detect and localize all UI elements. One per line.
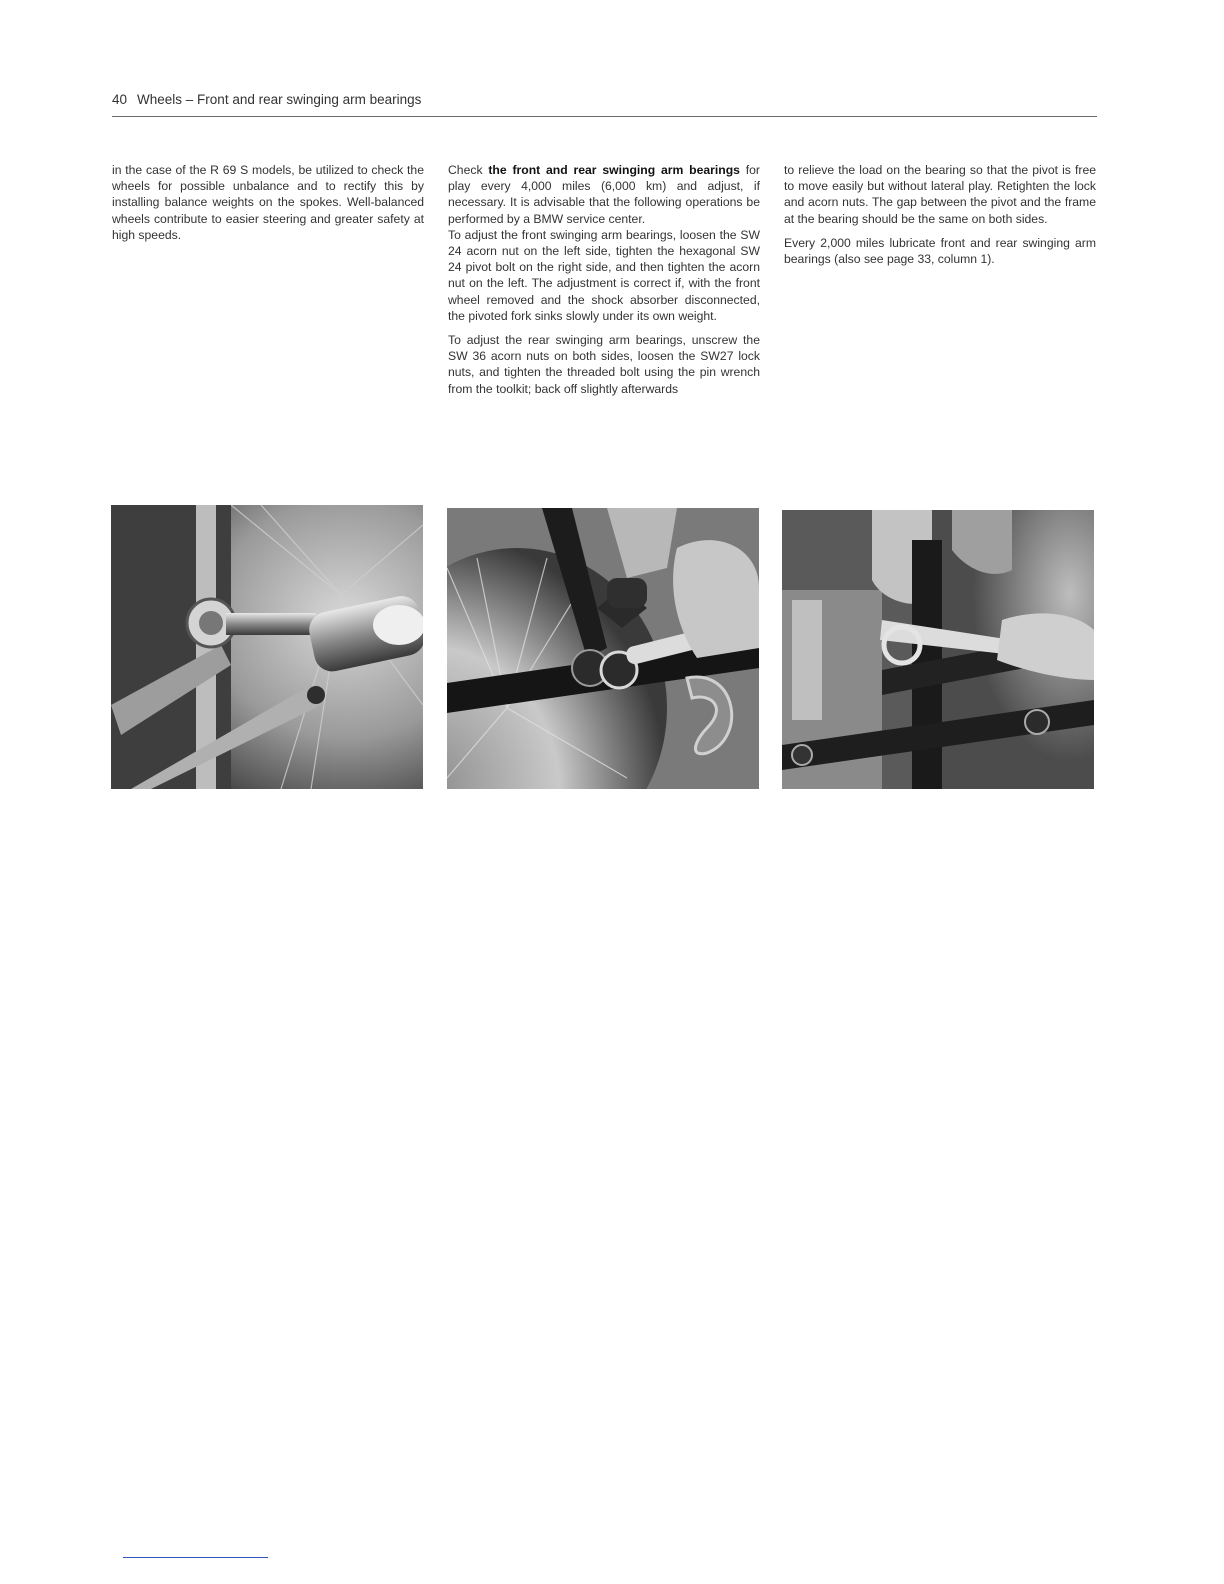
photo-front-pivot-wrench xyxy=(111,505,423,789)
paragraph-front-adjust: To adjust the front swinging arm bearings, loosen the SW 24 acorn nut on the left side, tighten the hexagonal SW 24 pivot bolt on the right side, and then tighten the acorn nut on the left. The adjustment is correct if, with the front wheel removed and the shock absorber disconnected, the pivoted fork sinks slowly under its own weight. xyxy=(448,227,760,323)
page-title: Wheels – Front and rear swinging arm bearings xyxy=(137,92,422,107)
text-column-2 xyxy=(448,162,760,405)
paragraph-intro: Check xyxy=(448,163,489,177)
page-header xyxy=(112,90,1097,117)
paragraph-continued: to relieve the load on the bearing so that the pivot is free to move easily but without lateral play. Retighten the lock and acorn nuts. The gap between the pivot and the frame at the bearing should be the same on both sides. xyxy=(784,163,1096,226)
paragraph-check xyxy=(448,162,760,227)
paragraph-rear-adjust: To adjust the rear swinging arm bearings, unscrew the SW 36 acorn nuts on both sides, loosen the SW27 lock nuts, and tighten the threaded bolt using the pin wrench from the toolkit; back off slightly afterwards xyxy=(448,333,760,396)
text-column-3 xyxy=(784,162,1096,275)
page-number: 40 xyxy=(112,92,128,107)
text-column-1 xyxy=(112,162,424,251)
footer-rule xyxy=(123,1557,268,1558)
photo-rear-pin-wrench xyxy=(782,510,1094,789)
photo-swinging-arm-bolt-wrench xyxy=(447,508,759,789)
bold-term: the front and rear swinging arm bearings xyxy=(488,163,740,177)
paragraph-rest: for play every 4,000 miles (6,000 km) and adjust, if necessary. It is advisable that the following operations be performed by a BMW service center. xyxy=(448,163,760,226)
paragraph-lubricate: Every 2,000 miles lubricate front and rear swinging arm bearings (also see page 33, column 1). xyxy=(784,235,1096,267)
paragraph: in the case of the R 69 S models, be utilized to check the wheels for possible unbalance and to rectify this by installing balance weights on the spokes. Well-balanced wheels contribute to easier steering and greater safety at high speeds. xyxy=(112,163,424,242)
